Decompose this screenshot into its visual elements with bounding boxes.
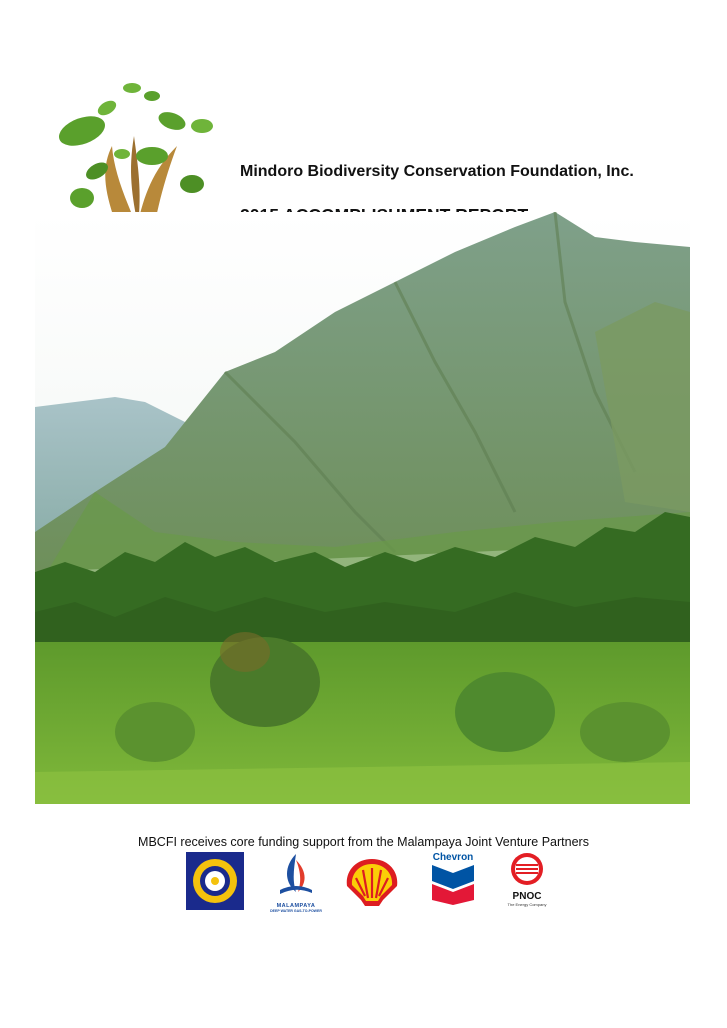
pnoc-logo xyxy=(505,852,549,907)
shell-logo-icon xyxy=(343,856,401,908)
mountain-forest-landscape xyxy=(35,212,690,804)
chevron-logo xyxy=(428,852,478,910)
organization-name: Mindoro Biodiversity Conservation Foundation, Inc. xyxy=(240,163,634,180)
malampaya-logo-icon xyxy=(270,852,322,898)
doe-seal-icon xyxy=(186,852,244,910)
malampaya-tagline: DEEP WATER GAS-TO-POWER xyxy=(270,909,322,913)
chevron-wordmark: Chevron xyxy=(432,852,474,863)
malampaya-logo xyxy=(270,852,322,914)
malampaya-wordmark: MALAMPAYA xyxy=(276,903,316,909)
chevron-logo-icon xyxy=(428,863,478,905)
pnoc-logo-icon xyxy=(505,852,549,886)
funding-statement: MBCFI receives core funding support from the Malampaya Joint Venture Partners xyxy=(138,835,589,849)
pnoc-wordmark: PNOC xyxy=(512,891,542,902)
pnoc-tagline: The Energy Company xyxy=(507,902,547,907)
sponsor-logos xyxy=(0,852,727,914)
